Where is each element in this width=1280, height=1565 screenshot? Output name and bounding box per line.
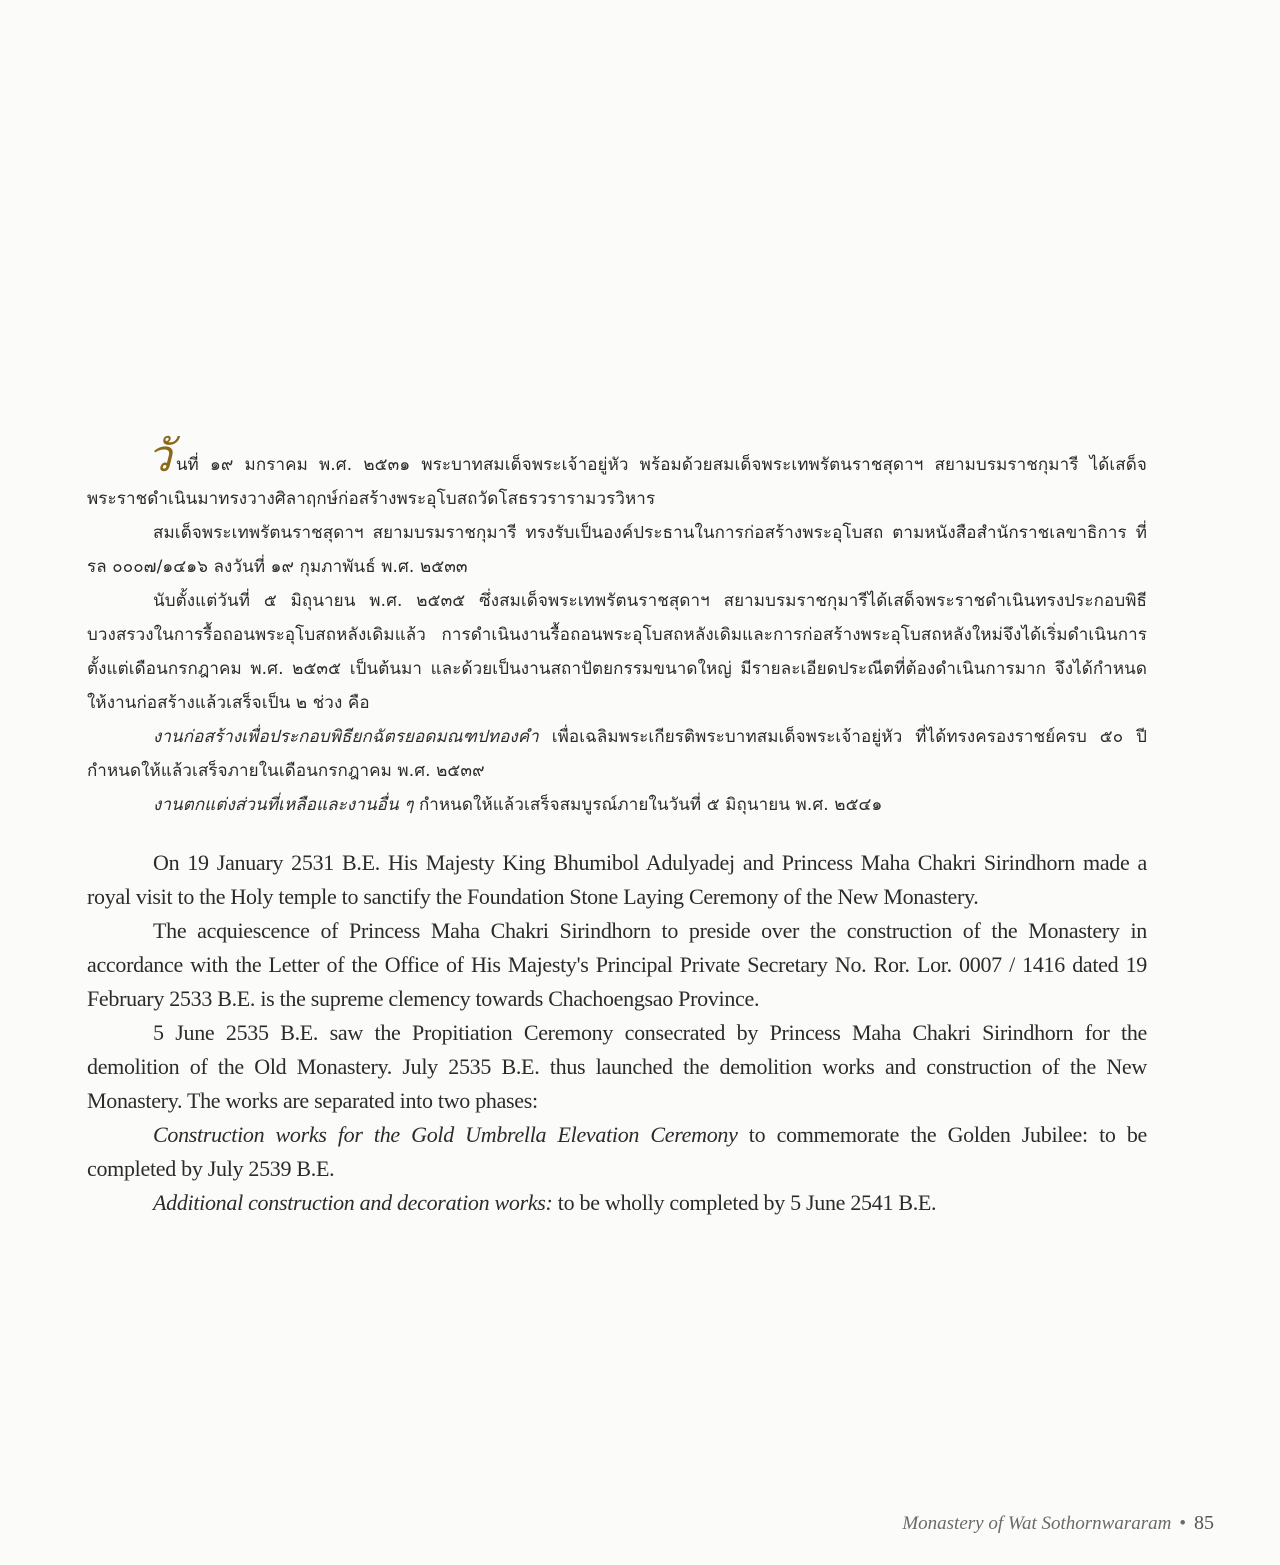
english-paragraph-3: 5 June 2535 B.E. saw the Propitiation Ceremony consecrated by Princess Maha Chakri Sirindhorn for the demolition of the Old Monastery. July 2535 B.E. thus launched the demolition works and construction of the New Monastery. The works are separated into two phases: xyxy=(87,1020,1147,1113)
running-title: Monastery of Wat Sothornwararam xyxy=(902,1513,1172,1534)
english-text-section xyxy=(87,846,1147,1220)
thai-phase-1-text: เพื่อเฉลิมพระเกียรติพระบาทสมเด็จพระเจ้าอยู่หัว ที่ได้ทรงครองราชย์ครบ ๕๐ ปี กำหนดให้แล้วเสร็จภายในเดือนกรกฎาคม พ.ศ. ๒๕๓๙ xyxy=(87,727,1147,781)
english-paragraph-5 xyxy=(87,1186,1147,1220)
english-paragraph-4 xyxy=(87,1118,1147,1186)
thai-paragraph-2: สมเด็จพระเทพรัตนราชสุดาฯ สยามบรมราชกุมารี ทรงรับเป็นองค์ประธานในการก่อสร้างพระอุโบสถ ตามหนังสือสำนักราชเลขาธิการ ที่ รล ๐๐๐๗/๑๔๑๖ ลงวันที่ ๑๙ กุมภาพันธ์ พ.ศ. ๒๕๓๓ xyxy=(87,523,1147,577)
english-phase-2-title: Additional construction and decoration works: xyxy=(153,1190,553,1215)
page-number: 85 xyxy=(1194,1512,1214,1534)
thai-paragraph-1-text: นที่ ๑๙ มกราคม พ.ศ. ๒๕๓๑ พระบาทสมเด็จพระเจ้าอยู่หัว พร้อมด้วยสมเด็จพระเทพรัตนราชสุดาฯ สยามบรมราชกุมารี ได้เสด็จพระราชดำเนินมาทรงวางศิลาฤกษ์ก่อสร้างพระอุโบสถวัดโสธรวรารามวรวิหาร xyxy=(87,455,1147,509)
thai-paragraph-1 xyxy=(87,431,1147,516)
english-phase-1-title: Construction works for the Gold Umbrella Elevation Ceremony xyxy=(153,1122,738,1147)
english-phase-2-text: to be wholly completed by 5 June 2541 B.E. xyxy=(552,1190,937,1215)
thai-paragraph-5 xyxy=(87,788,1147,822)
english-phase-1-text: to commemorate the Golden Jubilee: to be completed by July 2539 B.E. xyxy=(87,1122,1147,1181)
thai-phase-2-title: งานตกแต่งส่วนที่เหลือและงานอื่น ๆ xyxy=(153,795,414,815)
thai-paragraph-3: นับตั้งแต่วันที่ ๕ มิถุนายน พ.ศ. ๒๕๓๕ ซึ่งสมเด็จพระเทพรัตนราชสุดาฯ สยามบรมราชกุมารีได้เสด็จพระราชดำเนินทรงประกอบพิธีบวงสรวงในการรื้อถอนพระอุโบสถหลังเดิมแล้ว การดำเนินงานรื้อถอนพระอุโบสถหลังเดิมและการก่อสร้างพระอุโบสถหลังใหม่จึงได้เริ่มดำเนินการตั้งแต่เดือนกรกฎาคม พ.ศ. ๒๕๓๕ เป็นต้นมา และด้วยเป็นงานสถาปัตยกรรมขนาดใหญ่ มีรายละเอียดประณีตที่ต้องดำเนินการมาก จึงได้กำหนดให้งานก่อสร้างแล้วเสร็จเป็น ๒ ช่วง คือ xyxy=(87,591,1147,713)
thai-phase-2-text: กำหนดให้แล้วเสร็จสมบูรณ์ภายในวันที่ ๕ มิถุนายน พ.ศ. ๒๕๔๑ xyxy=(413,795,883,815)
thai-paragraph-4 xyxy=(87,720,1147,788)
drop-cap: วั xyxy=(147,431,172,482)
thai-phase-1-title: งานก่อสร้างเพื่อประกอบพิธียกฉัตรยอดมณฑปทองคำ xyxy=(153,727,539,747)
english-paragraph-2: The acquiescence of Princess Maha Chakri Sirindhorn to preside over the construction of the Monastery in accordance with the Letter of the Office of His Majesty's Principal Private Secretary No. Ror. Lor. 0007 / 1416 dated 19 February 2533 B.E. is the supreme clemency towards Chachoengsao Province. xyxy=(87,918,1147,1011)
page-footer xyxy=(902,1512,1214,1535)
footer-separator: • xyxy=(1179,1513,1186,1534)
thai-text-section xyxy=(87,431,1147,822)
english-paragraph-1: On 19 January 2531 B.E. His Majesty King Bhumibol Adulyadej and Princess Maha Chakri Sirindhorn made a royal visit to the Holy temple to sanctify the Foundation Stone Laying Ceremony of the New Monastery. xyxy=(87,850,1147,909)
